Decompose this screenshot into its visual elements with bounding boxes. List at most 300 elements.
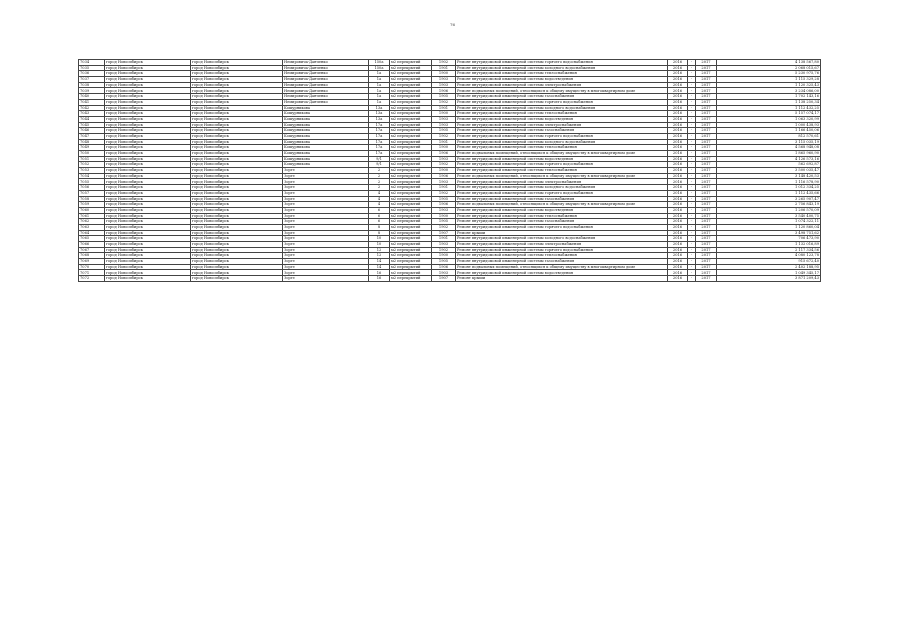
dash-cell: - <box>688 207 696 213</box>
street-cell: Немировича-Данченко <box>283 77 369 83</box>
house-cell: 1а <box>369 82 390 88</box>
city-cell: город Новосибирск <box>105 145 191 151</box>
amount-cell: 1 049 345,17 <box>717 270 821 276</box>
work-type-cell: Ремонт подвальных помещений, относящихся к общему имуществу в многоквартирном доме <box>456 264 668 270</box>
district-cell: город Новосибирск <box>191 213 283 219</box>
unit-cell: м2 перекрытий <box>390 230 432 236</box>
work-code-cell: 1903 <box>432 242 456 248</box>
house-cell: 13а <box>369 105 390 111</box>
amount-cell: 562 692,87 <box>717 162 821 168</box>
work-code-cell: 1903 <box>432 82 456 88</box>
district-cell: город Новосибирск <box>191 133 283 139</box>
plan-end-cell: 2017 <box>696 179 717 185</box>
house-cell: 1а <box>369 88 390 94</box>
work-type-cell: Ремонт внутридомовой инженерной системы водоотведения <box>456 77 668 83</box>
street-cell: Зорге <box>283 276 369 282</box>
row-number: 7042 <box>79 105 105 111</box>
city-cell: город Новосибирск <box>105 133 191 139</box>
row-number: 7056 <box>79 185 105 191</box>
work-code-cell: 1902 <box>432 133 456 139</box>
plan-end-cell: 2017 <box>696 151 717 157</box>
plan-start-cell: 2016 <box>668 202 688 208</box>
city-cell: город Новосибирск <box>105 71 191 77</box>
amount-cell: 706 473,90 <box>717 236 821 242</box>
dash-cell: - <box>688 111 696 117</box>
dash-cell: - <box>688 151 696 157</box>
district-cell: город Новосибирск <box>191 179 283 185</box>
amount-cell: 1 120 325,43 <box>717 82 821 88</box>
dash-cell: - <box>688 219 696 225</box>
row-number: 7052 <box>79 162 105 168</box>
work-code-cell: 1905 <box>432 196 456 202</box>
dash-cell: - <box>688 77 696 83</box>
plan-end-cell: 2017 <box>696 156 717 162</box>
dash-cell: - <box>688 224 696 230</box>
unit-cell: м2 перекрытий <box>390 94 432 100</box>
street-cell: Немировича-Данченко <box>283 99 369 105</box>
city-cell: город Новосибирск <box>105 213 191 219</box>
unit-cell: м2 перекрытий <box>390 151 432 157</box>
house-cell: 17а <box>369 133 390 139</box>
district-cell: город Новосибирск <box>191 247 283 253</box>
street-cell: Зорге <box>283 242 369 248</box>
plan-end-cell: 2017 <box>696 196 717 202</box>
amount-cell: 3 540 400,75 <box>717 213 821 219</box>
house-cell: 10 <box>369 236 390 242</box>
plan-end-cell: 2017 <box>696 116 717 122</box>
house-cell: 2 <box>369 179 390 185</box>
street-cell: Зорге <box>283 196 369 202</box>
city-cell: город Новосибирск <box>105 276 191 282</box>
plan-end-cell: 2017 <box>696 111 717 117</box>
row-number: 7038 <box>79 82 105 88</box>
dash-cell: - <box>688 82 696 88</box>
district-cell: город Новосибирск <box>191 190 283 196</box>
work-code-cell: 1903 <box>432 156 456 162</box>
work-type-cell: Ремонт подвальных помещений, относящихся к общему имуществу в многоквартирном доме <box>456 88 668 94</box>
row-number: 7058 <box>79 196 105 202</box>
street-cell: Зорге <box>283 190 369 196</box>
amount-cell: 4 126 573,16 <box>717 156 821 162</box>
street-cell: Зорге <box>283 270 369 276</box>
dash-cell: - <box>688 133 696 139</box>
district-cell: город Новосибирск <box>191 253 283 259</box>
work-code-cell: 1905 <box>432 259 456 265</box>
street-cell: Немировича-Данченко <box>283 60 369 66</box>
plan-end-cell: 2017 <box>696 88 717 94</box>
dash-cell: - <box>688 185 696 191</box>
row-number: 7068 <box>79 253 105 259</box>
dash-cell: - <box>688 276 696 282</box>
plan-start-cell: 2016 <box>668 213 688 219</box>
work-code-cell: 1902 <box>432 99 456 105</box>
work-type-cell: Ремонт внутридомовой инженерной системы теплоснабжения <box>456 213 668 219</box>
city-cell: город Новосибирск <box>105 202 191 208</box>
row-number: 7044 <box>79 116 105 122</box>
dash-cell: - <box>688 99 696 105</box>
district-cell: город Новосибирск <box>191 128 283 134</box>
work-type-cell: Ремонт внутридомовой инженерной системы горячего водоснабжения <box>456 162 668 168</box>
work-type-cell: Ремонт внутридомовой инженерной системы электроснабжения <box>456 82 668 88</box>
city-cell: город Новосибирск <box>105 60 191 66</box>
plan-start-cell: 2016 <box>668 168 688 174</box>
plan-start-cell: 2016 <box>668 190 688 196</box>
work-code-cell: 1905 <box>432 94 456 100</box>
row-number: 7039 <box>79 88 105 94</box>
row-number: 7070 <box>79 264 105 270</box>
city-cell: город Новосибирск <box>105 77 191 83</box>
plan-start-cell: 2016 <box>668 236 688 242</box>
plan-start-cell: 2016 <box>668 264 688 270</box>
street-cell: Немировича-Данченко <box>283 71 369 77</box>
city-cell: город Новосибирск <box>105 190 191 196</box>
unit-cell: м2 перекрытий <box>390 190 432 196</box>
district-cell: город Новосибирск <box>191 224 283 230</box>
house-cell: 1а <box>369 71 390 77</box>
street-cell: Кошурникова <box>283 122 369 128</box>
house-cell: 12 <box>369 247 390 253</box>
plan-end-cell: 2017 <box>696 122 717 128</box>
district-cell: город Новосибирск <box>191 230 283 236</box>
plan-start-cell: 2016 <box>668 111 688 117</box>
work-type-cell: Ремонт внутридомовой инженерной системы горячего водоснабжения <box>456 224 668 230</box>
amount-cell: 1 865 960,90 <box>717 151 821 157</box>
street-cell: Зорге <box>283 219 369 225</box>
work-type-cell: Ремонт внутридомовой инженерной системы электроснабжения <box>456 122 668 128</box>
amount-cell: 2 117 334,56 <box>717 247 821 253</box>
street-cell: Немировича-Данченко <box>283 94 369 100</box>
row-number: 7051 <box>79 156 105 162</box>
district-cell: город Новосибирск <box>191 168 283 174</box>
dash-cell: - <box>688 105 696 111</box>
register-rows <box>79 60 821 282</box>
street-cell: Кошурникова <box>283 116 369 122</box>
city-cell: город Новосибирск <box>105 207 191 213</box>
street-cell: Зорге <box>283 253 369 259</box>
work-code-cell: 1903 <box>432 77 456 83</box>
plan-end-cell: 2017 <box>696 94 717 100</box>
plan-start-cell: 2016 <box>668 128 688 134</box>
work-code-cell: 1906 <box>432 151 456 157</box>
plan-start-cell: 2016 <box>668 71 688 77</box>
district-cell: город Новосибирск <box>191 65 283 71</box>
row-number: 7036 <box>79 71 105 77</box>
work-code-cell: 1900 <box>432 253 456 259</box>
amount-cell: 3 265 907,47 <box>717 196 821 202</box>
amount-cell: 1 112 432,25 <box>717 105 821 111</box>
city-cell: город Новосибирск <box>105 230 191 236</box>
page-number: 76 <box>449 22 456 27</box>
district-cell: город Новосибирск <box>191 151 283 157</box>
amount-cell: 5 157 074,17 <box>717 111 821 117</box>
plan-start-cell: 2016 <box>668 88 688 94</box>
district-cell: город Новосибирск <box>191 145 283 151</box>
work-code-cell: 1903 <box>432 179 456 185</box>
work-code-cell: 1903 <box>432 207 456 213</box>
house-cell: 8 <box>369 230 390 236</box>
street-cell: Кошурникова <box>283 111 369 117</box>
city-cell: город Новосибирск <box>105 94 191 100</box>
plan-start-cell: 2016 <box>668 207 688 213</box>
work-type-cell: Ремонт внутридомовой инженерной системы газоснабжения <box>456 128 668 134</box>
district-cell: город Новосибирск <box>191 242 283 248</box>
work-code-cell: 1902 <box>432 60 456 66</box>
row-number: 7040 <box>79 94 105 100</box>
unit-cell: м2 перекрытий <box>390 156 432 162</box>
row-number: 7045 <box>79 122 105 128</box>
work-type-cell: Ремонт подвальных помещений, относящихся к общему имуществу в многоквартирном доме <box>456 151 668 157</box>
city-cell: город Новосибирск <box>105 151 191 157</box>
row-number: 7061 <box>79 213 105 219</box>
unit-cell: м2 перекрытий <box>390 145 432 151</box>
unit-cell: м2 перекрытий <box>390 224 432 230</box>
plan-end-cell: 2017 <box>696 105 717 111</box>
unit-cell: м2 перекрытий <box>390 264 432 270</box>
house-cell: 12 <box>369 253 390 259</box>
row-number: 7048 <box>79 139 105 145</box>
street-cell: Зорге <box>283 207 369 213</box>
work-code-cell: 1900 <box>432 71 456 77</box>
dash-cell: - <box>688 156 696 162</box>
dash-cell: - <box>688 179 696 185</box>
row-number: 7060 <box>79 207 105 213</box>
row-number: 7067 <box>79 247 105 253</box>
amount-cell: 2 402 188,95 <box>717 264 821 270</box>
unit-cell: м2 перекрытий <box>390 111 432 117</box>
row-number: 7043 <box>79 111 105 117</box>
row-number: 7047 <box>79 133 105 139</box>
work-code-cell: 1902 <box>432 190 456 196</box>
work-type-cell: Ремонт внутридомовой инженерной системы холодного водоснабжения <box>456 65 668 71</box>
plan-start-cell: 2016 <box>668 151 688 157</box>
work-type-cell: Ремонт внутридомовой инженерной системы горячего водоснабжения <box>456 133 668 139</box>
unit-cell: м2 перекрытий <box>390 65 432 71</box>
plan-start-cell: 2016 <box>668 173 688 179</box>
row-number: 7057 <box>79 190 105 196</box>
unit-cell: м2 перекрытий <box>390 202 432 208</box>
amount-cell: 4 080 123,78 <box>717 253 821 259</box>
street-cell: Зорге <box>283 230 369 236</box>
plan-start-cell: 2016 <box>668 133 688 139</box>
city-cell: город Новосибирск <box>105 270 191 276</box>
plan-end-cell: 2017 <box>696 276 717 282</box>
house-cell: 17а <box>369 128 390 134</box>
amount-cell: 5 230 975,76 <box>717 71 821 77</box>
row-number: 7063 <box>79 224 105 230</box>
work-code-cell: 1903 <box>432 116 456 122</box>
plan-end-cell: 2017 <box>696 230 717 236</box>
register-table <box>78 59 821 282</box>
street-cell: Зорге <box>283 264 369 270</box>
house-cell: 1а <box>369 99 390 105</box>
work-code-cell: 1906 <box>432 88 456 94</box>
dash-cell: - <box>688 196 696 202</box>
plan-end-cell: 2017 <box>696 190 717 196</box>
work-type-cell: Ремонт внутридомовой инженерной системы холодного водоснабжения <box>456 185 668 191</box>
plan-end-cell: 2017 <box>696 77 717 83</box>
street-cell: Немировича-Данченко <box>283 82 369 88</box>
amount-cell: 3 148 420,53 <box>717 173 821 179</box>
house-cell: 2 <box>369 168 390 174</box>
work-type-cell: Ремонт подвальных помещений, относящихся к общему имуществу в многоквартирном доме <box>456 202 668 208</box>
street-cell: Кошурникова <box>283 128 369 134</box>
plan-end-cell: 2017 <box>696 173 717 179</box>
work-code-cell: 1901 <box>432 185 456 191</box>
city-cell: город Новосибирск <box>105 65 191 71</box>
house-cell: 2 <box>369 173 390 179</box>
district-cell: город Новосибирск <box>191 264 283 270</box>
work-code-cell: 1906 <box>432 173 456 179</box>
row-number: 7069 <box>79 259 105 265</box>
work-code-cell: 1902 <box>432 224 456 230</box>
work-code-cell: 1901 <box>432 65 456 71</box>
city-cell: город Новосибирск <box>105 264 191 270</box>
row-number: 7034 <box>79 60 105 66</box>
amount-cell: 2 068 015,67 <box>717 65 821 71</box>
district-cell: город Новосибирск <box>191 77 283 83</box>
work-type-cell: Ремонт внутридомовой инженерной системы газоснабжения <box>456 94 668 100</box>
house-cell: 14 <box>369 259 390 265</box>
district-cell: город Новосибирск <box>191 88 283 94</box>
work-type-cell: Ремонт внутридомовой инженерной системы газоснабжения <box>456 219 668 225</box>
unit-cell: м2 перекрытий <box>390 173 432 179</box>
dash-cell: - <box>688 162 696 168</box>
house-cell: 8 <box>369 224 390 230</box>
dash-cell: - <box>688 230 696 236</box>
dash-cell: - <box>688 60 696 66</box>
district-cell: город Новосибирск <box>191 219 283 225</box>
work-type-cell: Ремонт внутридомовой инженерной системы электроснабжения <box>456 179 668 185</box>
work-code-cell: 1905 <box>432 219 456 225</box>
plan-start-cell: 2016 <box>668 276 688 282</box>
work-code-cell: 1900 <box>432 213 456 219</box>
street-cell: Немировича-Данченко <box>283 88 369 94</box>
city-cell: город Новосибирск <box>105 224 191 230</box>
row-number: 7059 <box>79 202 105 208</box>
district-cell: город Новосибирск <box>191 94 283 100</box>
plan-start-cell: 2016 <box>668 242 688 248</box>
work-type-cell: Ремонт внутридомовой инженерной системы водоотведения <box>456 207 668 213</box>
amount-cell: 3 234 086,00 <box>717 88 821 94</box>
unit-cell: м2 перекрытий <box>390 253 432 259</box>
plan-end-cell: 2017 <box>696 139 717 145</box>
work-code-cell: 1906 <box>432 264 456 270</box>
city-cell: город Новосибирск <box>105 259 191 265</box>
plan-start-cell: 2016 <box>668 196 688 202</box>
work-code-cell: 1907 <box>432 276 456 282</box>
work-type-cell: Ремонт внутридомовой инженерной системы горячего водоснабжения <box>456 190 668 196</box>
amount-cell: 1 120 860,04 <box>717 224 821 230</box>
district-cell: город Новосибирск <box>191 207 283 213</box>
row-number: 7041 <box>79 99 105 105</box>
house-cell: 9/1 <box>369 156 390 162</box>
unit-cell: м2 перекрытий <box>390 270 432 276</box>
district-cell: город Новосибирск <box>191 236 283 242</box>
amount-cell: 3 498 751,62 <box>717 230 821 236</box>
dash-cell: - <box>688 259 696 265</box>
city-cell: город Новосибирск <box>105 88 191 94</box>
plan-start-cell: 2016 <box>668 122 688 128</box>
row-number: 7062 <box>79 219 105 225</box>
unit-cell: м2 перекрытий <box>390 213 432 219</box>
house-cell: 150а <box>369 60 390 66</box>
work-type-cell: Ремонт внутридомовой инженерной системы горячего водоснабжения <box>456 99 668 105</box>
row-number: 7053 <box>79 168 105 174</box>
dash-cell: - <box>688 94 696 100</box>
work-type-cell: Ремонт внутридомовой инженерной системы теплоснабжения <box>456 71 668 77</box>
city-cell: город Новосибирск <box>105 173 191 179</box>
house-cell: 17а <box>369 139 390 145</box>
work-type-cell: Ремонт внутридомовой инженерной системы теплоснабжения <box>456 145 668 151</box>
unit-cell: м2 перекрытий <box>390 133 432 139</box>
work-code-cell: 1905 <box>432 128 456 134</box>
unit-cell: м2 перекрытий <box>390 168 432 174</box>
plan-start-cell: 2016 <box>668 230 688 236</box>
district-cell: город Новосибирск <box>191 105 283 111</box>
plan-end-cell: 2017 <box>696 247 717 253</box>
house-cell: 17а <box>369 122 390 128</box>
plan-end-cell: 2017 <box>696 185 717 191</box>
row-number: 7035 <box>79 65 105 71</box>
row-number: 7050 <box>79 151 105 157</box>
street-cell: Зорге <box>283 168 369 174</box>
plan-end-cell: 2017 <box>696 213 717 219</box>
city-cell: город Новосибирск <box>105 168 191 174</box>
city-cell: город Новосибирск <box>105 247 191 253</box>
unit-cell: м2 перекрытий <box>390 247 432 253</box>
dash-cell: - <box>688 116 696 122</box>
dash-cell: - <box>688 139 696 145</box>
work-code-cell: 1901 <box>432 139 456 145</box>
unit-cell: м2 перекрытий <box>390 105 432 111</box>
plan-start-cell: 2016 <box>668 162 688 168</box>
dash-cell: - <box>688 168 696 174</box>
district-cell: город Новосибирск <box>191 196 283 202</box>
plan-end-cell: 2017 <box>696 162 717 168</box>
amount-cell: 1 115 329,28 <box>717 77 821 83</box>
house-cell: 17а <box>369 145 390 151</box>
city-cell: город Новосибирск <box>105 162 191 168</box>
work-type-cell: Ремонт внутридомовой инженерной системы теплоснабжения <box>456 111 668 117</box>
plan-end-cell: 2017 <box>696 219 717 225</box>
street-cell: Кошурникова <box>283 145 369 151</box>
plan-end-cell: 2017 <box>696 133 717 139</box>
house-cell: 6 <box>369 219 390 225</box>
amount-cell: 1 074 322,11 <box>717 219 821 225</box>
amount-cell: 4 568 948,08 <box>717 145 821 151</box>
work-code-cell: 1901 <box>432 105 456 111</box>
row-number: 7072 <box>79 276 105 282</box>
plan-end-cell: 2017 <box>696 270 717 276</box>
unit-cell: м2 перекрытий <box>390 196 432 202</box>
amount-cell: 812 570,61 <box>717 133 821 139</box>
amount-cell: 915 672,40 <box>717 259 821 265</box>
work-type-cell: Ремонт внутридомовой инженерной системы холодного водоснабжения <box>456 236 668 242</box>
street-cell: Зорге <box>283 259 369 265</box>
house-cell: 17а <box>369 151 390 157</box>
amount-cell: 3 115 035,19 <box>717 139 821 145</box>
work-type-cell: Ремонт внутридомовой инженерной системы водоотведения <box>456 116 668 122</box>
plan-start-cell: 2016 <box>668 156 688 162</box>
work-type-cell: Ремонт внутридомовой инженерной системы водоотведения <box>456 156 668 162</box>
work-code-cell: 1902 <box>432 247 456 253</box>
plan-end-cell: 2017 <box>696 207 717 213</box>
house-cell: 13а <box>369 116 390 122</box>
district-cell: город Новосибирск <box>191 156 283 162</box>
plan-start-cell: 2016 <box>668 94 688 100</box>
unit-cell: м2 перекрытий <box>390 242 432 248</box>
street-cell: Зорге <box>283 185 369 191</box>
